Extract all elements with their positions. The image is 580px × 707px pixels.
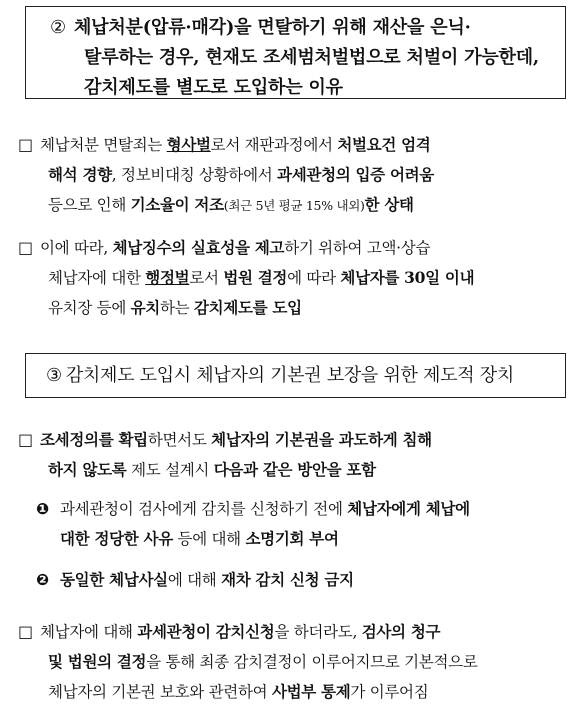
- paragraph-2: □ 이에 따라, 체납징수의 실효성을 제고하기 위하여 고액·상습 체납자에 대한 행정벌로서 법원 결정에 따라 체납자를 30일 이내 유치장 등에 유치하는 감치제도를 도입: [18, 233, 566, 323]
- checkbox-icon: □: [18, 622, 33, 641]
- question-line-2: 탈루하는 경우, 현재도 조세범처벌법으로 처벌이 가능한데,: [84, 47, 539, 68]
- sub-item-1: ❶ 과세관청이 검사에게 감치를 신청하기 전에 체납자에게 체납에 대한 정당한 사유 등에 대해 소명기회 부여: [36, 494, 566, 554]
- paragraph-4: □ 체납자에 대해 과세관청이 감치신청을 하더라도, 검사의 청구 및 법원의 결정을 통해 최종 감치결정이 이루어지므로 기본적으로 체납자의 기본권 보호와 관련하여 사법부 통제가 이루어짐: [18, 617, 566, 707]
- number-2-icon: ❷: [36, 571, 49, 589]
- question-box-2: [25, 6, 566, 99]
- sub-item-2: ❷ 동일한 체납사실에 대해 재차 감치 신청 금지: [36, 565, 566, 595]
- question-box-3: [25, 353, 566, 398]
- checkbox-icon: □: [18, 135, 33, 154]
- checkbox-icon: □: [18, 238, 33, 257]
- number-1-icon: ❶: [36, 500, 49, 518]
- question-title: ③ 감치제도 도입시 체납자의 기본권 보장을 위한 제도적 장치: [46, 365, 514, 386]
- paragraph-1: □ 체납처분 면탈죄는 형사벌로서 재판과정에서 처벌요건 엄격 해석 경향, 정보비대칭 상황하에서 과세관청의 입증 어려움 등으로 인해 기소율이 저조(최근 5년 평균 15% 내외)한 상태: [18, 130, 566, 220]
- question-number: ②: [50, 17, 66, 38]
- paragraph-3: □ 조세정의를 확립하면서도 체납자의 기본권을 과도하게 침해 하지 않도록 제도 설계시 다음과 같은 방안을 포함: [18, 425, 566, 485]
- checkbox-icon: □: [18, 430, 33, 449]
- question-line-3: 감치제도를 별도로 도입하는 이유: [84, 77, 343, 98]
- question-line-1: ② 체납처분(압류·매각)을 면탈하기 위해 재산을 은닉·: [50, 17, 471, 38]
- question-number: ③: [46, 365, 62, 386]
